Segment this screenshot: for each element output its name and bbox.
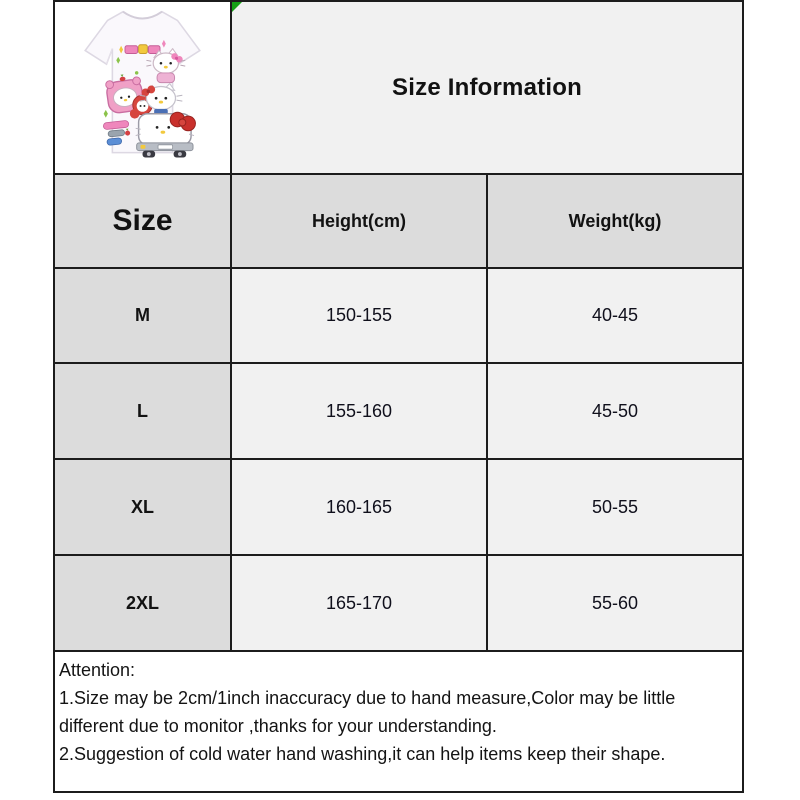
attention-item-2: 2.Suggestion of cold water hand washing,it can help items keep their shape. (59, 744, 666, 764)
cell-xl-weight: 50-55 (488, 460, 742, 556)
row-label-2xl: 2XL (55, 556, 232, 652)
tshirt-product-image (57, 4, 228, 171)
cell-m-height: 150-155 (232, 269, 488, 364)
size-information-table (53, 0, 744, 793)
cell-2xl-height: 165-170 (232, 556, 488, 652)
cell-m-weight: 40-45 (488, 269, 742, 364)
product-image-cell (55, 2, 232, 175)
corner-marker-icon (232, 2, 242, 12)
row-label-m: M (55, 269, 232, 364)
attention-item-1: 1.Size may be 2cm/1inch inaccuracy due to hand measure,Color may be little different due to monitor ,thanks for your understanding. (59, 688, 676, 736)
row-label-xl: XL (55, 460, 232, 556)
cell-l-weight: 45-50 (488, 364, 742, 460)
column-header-size: Size (55, 175, 232, 269)
size-information-title: Size Information (392, 73, 582, 101)
attention-title: Attention: (59, 660, 136, 680)
cell-xl-height: 160-165 (232, 460, 488, 556)
column-header-height: Height(cm) (232, 175, 488, 269)
attention-notes (55, 652, 742, 791)
cell-2xl-weight: 55-60 (488, 556, 742, 652)
size-information-header (232, 2, 742, 175)
cell-l-height: 155-160 (232, 364, 488, 460)
column-header-weight: Weight(kg) (488, 175, 742, 269)
row-label-l: L (55, 364, 232, 460)
